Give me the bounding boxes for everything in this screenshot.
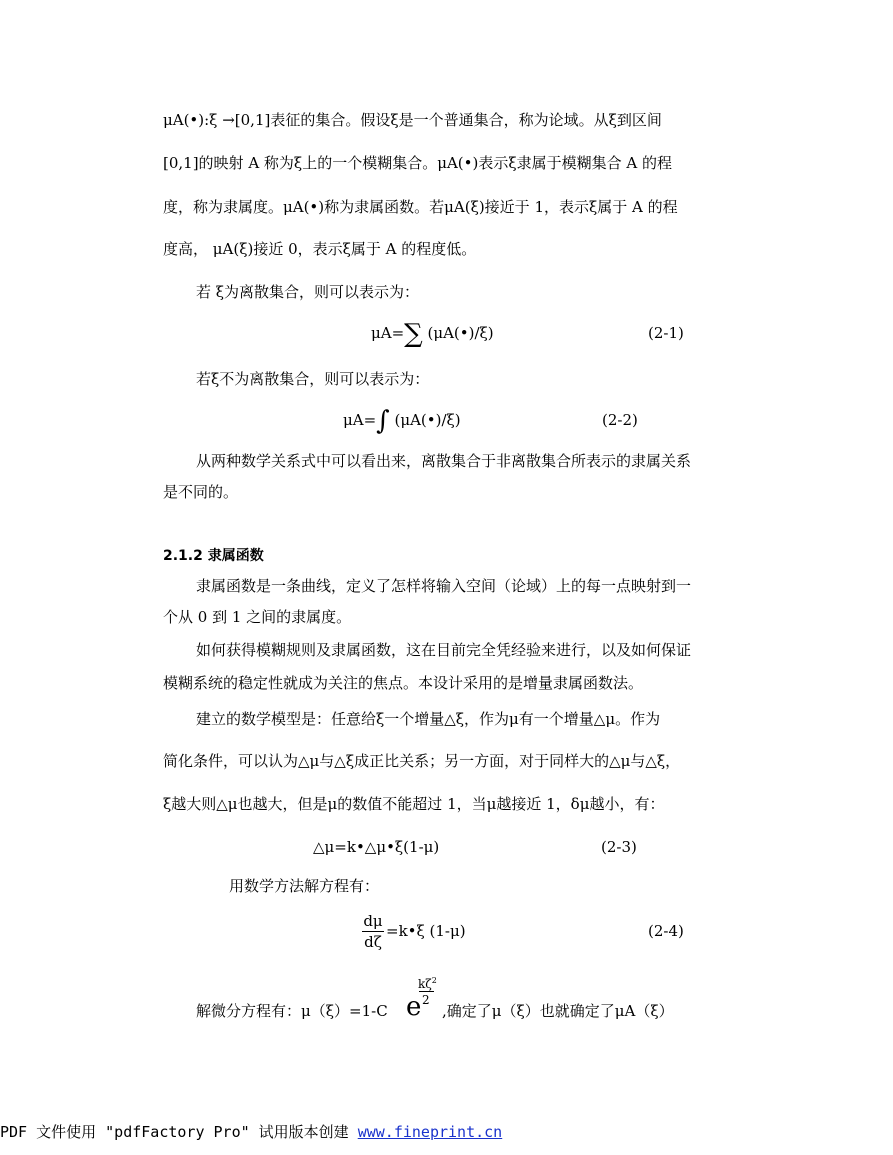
exponent-power: 2 [431,976,437,985]
paragraph2-line2: 是不同的。 [163,483,239,501]
equation-2-1 [371,319,494,349]
paragraph1-line1: μA(•):ξ →[0,1]表征的集合。假设ξ是一个普通集合，称为论域。从ξ到区间 [163,111,662,129]
integral-symbol: ∫ [376,406,390,436]
paragraph3-line1: 隶属函数是一条曲线，定义了怎样将输入空间（论域）上的每一点映射到一 [196,577,692,595]
exponent-numerator-text: kζ [418,977,432,991]
paragraph4-line1: 如何获得模糊规则及隶属函数，这在目前完全凭经验来进行，以及如何保证 [196,641,692,659]
fineprint-link[interactable]: www.fineprint.cn [357,1123,503,1141]
equation-number-2-2: (2-2) [602,411,638,429]
paragraph5-line2: 简化条件，可以认为△μ与△ξ成正比关系；另一方面，对于同样大的△μ与△ξ， [163,752,681,770]
paragraph5-line1: 建立的数学模型是：任意给ξ一个增量△ξ，作为μ有一个增量△μ。作为 [196,710,661,728]
pdf-footer [0,1121,502,1142]
equation-2-3: △μ=k•△μ•ξ(1-μ) [313,838,440,856]
paragraph5-line3: ξ越大则△μ也越大，但是μ的数值不能超过 1，当μ越接近 1，δμ越小，有： [163,795,665,813]
eq2-right: (μA(•)/ξ) [389,411,461,429]
derivative-denominator: dζ [364,933,382,951]
solution-prefix: 解微分方程有：μ（ξ）=1-C [196,1002,388,1020]
paragraph1-line3: 度，称为隶属度。μA(•)称为隶属函数。若μA(ξ)接近于 1，表示ξ属于 A 的程 [163,198,678,216]
derivative-fraction [362,912,384,951]
exponential-base: e [406,992,422,1022]
discrete-intro: 若 ξ为离散集合，则可以表示为： [196,283,420,301]
fraction-bar [362,931,384,932]
equation-number-2-1: (2-1) [648,324,684,342]
eq2-left: μA= [343,411,377,429]
equation-number-2-4: (2-4) [648,922,684,940]
paragraph1-line2: [0,1]的映射 A 称为ξ上的一个模糊集合。μA(•)表示ξ隶属于模糊集合 A 的程 [163,154,672,172]
continuous-intro: 若ξ不为离散集合，则可以表示为： [196,370,430,388]
equation-number-2-3: (2-3) [601,838,637,856]
paragraph2-line1: 从两种数学关系式中可以看出来，离散集合于非离散集合所表示的隶属关系 [196,452,692,470]
paragraph4-line2: 模糊系统的稳定性就成为关注的焦点。本设计采用的是增量隶属函数法。 [163,674,644,692]
exponent-fraction-bar [419,991,434,992]
sum-symbol: ∑ [404,319,423,349]
exponent-denominator: 2 [422,993,430,1007]
eq1-right: (μA(•)/ξ) [422,324,494,342]
footer-text: PDF 文件使用 "pdfFactory Pro" 试用版本创建 [0,1123,358,1141]
solution-suffix: ,确定了μ（ξ）也就确定了μA（ξ） [442,1002,674,1020]
paragraph3-line2: 个从 0 到 1 之间的隶属度。 [163,608,352,626]
eq1-left: μA= [371,324,405,342]
paragraph1-line4: 度高， μA(ξ)接近 0，表示ξ属于 A 的程度低。 [163,240,477,258]
derivative-numerator: dμ [363,912,383,930]
equation-2-2 [343,406,461,436]
equation-2-4-rest: =k•ξ (1-μ) [386,922,466,940]
exponent-numerator [418,974,437,991]
section-heading: 2.1.2 隶属函数 [163,548,264,564]
method-line: 用数学方法解方程有： [229,877,380,895]
